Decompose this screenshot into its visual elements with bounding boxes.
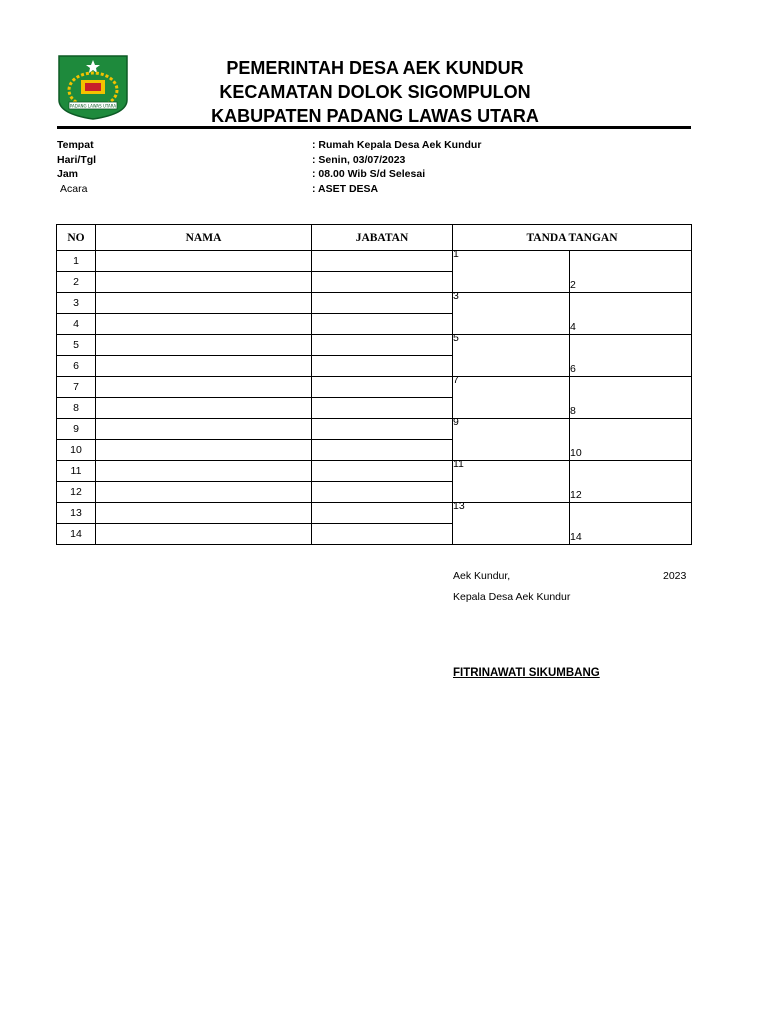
jabatan-cell bbox=[311, 481, 453, 503]
signature-box bbox=[569, 292, 692, 335]
jabatan-cell bbox=[311, 460, 453, 482]
nama-cell bbox=[95, 502, 312, 524]
nama-cell bbox=[95, 271, 312, 293]
info-label: Hari/Tgl bbox=[57, 153, 97, 166]
info-label: Acara bbox=[60, 182, 88, 195]
info-value: : Senin, 03/07/2023 bbox=[312, 153, 406, 166]
nama-cell bbox=[95, 355, 312, 377]
footer-place: Aek Kundur, bbox=[453, 570, 511, 582]
header-line-3: KABUPATEN PADANG LAWAS UTARA bbox=[211, 106, 539, 126]
header-jabatan: JABATAN bbox=[311, 224, 453, 251]
info-label: Jam bbox=[57, 168, 79, 180]
info-row-hari-tgl bbox=[57, 154, 691, 169]
nama-cell bbox=[95, 439, 312, 461]
row-number: 8 bbox=[56, 397, 96, 419]
signature-box bbox=[452, 460, 570, 503]
jabatan-cell bbox=[311, 250, 453, 272]
signature-number: 3 bbox=[453, 290, 459, 302]
row-number: 1 bbox=[56, 250, 96, 272]
info-value: : Rumah Kepala Desa Aek Kundur bbox=[312, 139, 482, 151]
signature-box bbox=[452, 334, 570, 377]
nama-cell bbox=[95, 313, 312, 335]
row-number: 6 bbox=[56, 355, 96, 377]
row-number: 12 bbox=[56, 481, 96, 503]
row-number: 5 bbox=[56, 334, 96, 356]
nama-cell bbox=[95, 418, 312, 440]
signature-box bbox=[452, 376, 570, 419]
info-value: : ASET DESA bbox=[312, 182, 379, 195]
jabatan-cell bbox=[311, 439, 453, 461]
signature-box bbox=[569, 334, 692, 377]
signature-box bbox=[452, 502, 570, 545]
signature-number: 13 bbox=[453, 500, 465, 512]
signature-box bbox=[569, 250, 692, 293]
signature-number: 6 bbox=[570, 363, 576, 375]
nama-cell bbox=[95, 250, 312, 272]
row-number: 4 bbox=[56, 313, 96, 335]
signature-box bbox=[569, 418, 692, 461]
row-number: 7 bbox=[56, 376, 96, 398]
signature-box bbox=[452, 418, 570, 461]
signature-number: 5 bbox=[453, 332, 459, 344]
logo-banner-text: PADANG LAWAS UTARA bbox=[69, 103, 117, 109]
signature-number: 11 bbox=[453, 458, 464, 470]
jabatan-cell bbox=[311, 292, 453, 314]
jabatan-cell bbox=[311, 355, 453, 377]
signature-number: 7 bbox=[453, 374, 459, 386]
info-row-tempat bbox=[57, 139, 691, 154]
footer-year: 2023 bbox=[663, 570, 687, 582]
header-tanda-tangan: TANDA TANGAN bbox=[452, 224, 692, 251]
signature-number: 8 bbox=[570, 405, 576, 417]
signature-number: 12 bbox=[570, 489, 582, 501]
jabatan-cell bbox=[311, 397, 453, 419]
row-number: 11 bbox=[56, 460, 96, 482]
signature-box bbox=[452, 250, 570, 293]
header-no: NO bbox=[56, 224, 96, 251]
signature-box bbox=[452, 292, 570, 335]
signature-box bbox=[569, 460, 692, 503]
jabatan-cell bbox=[311, 313, 453, 335]
header-line-1: PEMERINTAH DESA AEK KUNDUR bbox=[226, 58, 524, 78]
letterhead bbox=[150, 56, 600, 128]
nama-cell bbox=[95, 334, 312, 356]
row-number: 14 bbox=[56, 523, 96, 545]
signature-number: 4 bbox=[570, 321, 576, 333]
footer-title: Kepala Desa Aek Kundur bbox=[453, 591, 571, 603]
nama-cell bbox=[95, 292, 312, 314]
nama-cell bbox=[95, 376, 312, 398]
signature-number: 10 bbox=[570, 447, 582, 459]
header-nama: NAMA bbox=[95, 224, 312, 251]
meeting-info bbox=[57, 139, 691, 197]
jabatan-cell bbox=[311, 271, 453, 293]
row-number: 10 bbox=[56, 439, 96, 461]
info-row-acara bbox=[57, 183, 691, 198]
signature-number: 14 bbox=[570, 531, 582, 543]
signature-number: 2 bbox=[570, 279, 576, 291]
row-number: 9 bbox=[56, 418, 96, 440]
regency-emblem-logo bbox=[57, 54, 129, 120]
signature-box bbox=[569, 502, 692, 545]
info-value: : 08.00 Wib S/d Selesai bbox=[312, 168, 426, 180]
row-number: 2 bbox=[56, 271, 96, 293]
nama-cell bbox=[95, 523, 312, 545]
jabatan-cell bbox=[311, 502, 453, 524]
row-number: 13 bbox=[56, 502, 96, 524]
signature-number: 9 bbox=[453, 416, 459, 428]
signer-name: FITRINAWATI SIKUMBANG bbox=[453, 667, 600, 679]
header-line-2: KECAMATAN DOLOK SIGOMPULON bbox=[219, 82, 531, 102]
jabatan-cell bbox=[311, 523, 453, 545]
nama-cell bbox=[95, 397, 312, 419]
row-number: 3 bbox=[56, 292, 96, 314]
signature-box bbox=[569, 376, 692, 419]
signature-number: 1 bbox=[453, 248, 459, 260]
jabatan-cell bbox=[311, 376, 453, 398]
jabatan-cell bbox=[311, 418, 453, 440]
jabatan-cell bbox=[311, 334, 453, 356]
nama-cell bbox=[95, 481, 312, 503]
nama-cell bbox=[95, 460, 312, 482]
info-label: Tempat bbox=[57, 139, 94, 151]
info-row-jam bbox=[57, 168, 691, 183]
header-divider bbox=[57, 126, 691, 129]
